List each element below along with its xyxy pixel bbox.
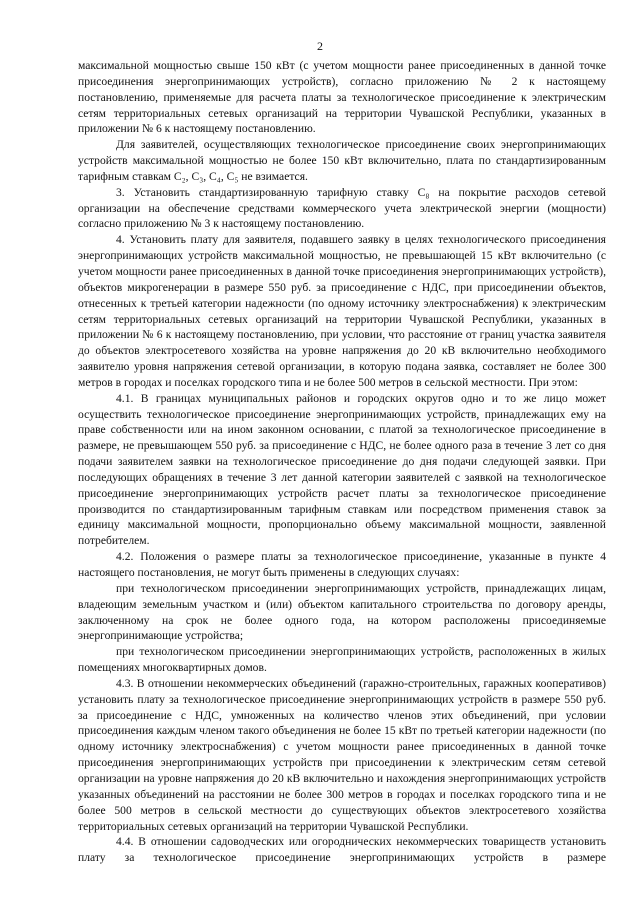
paragraph-4-3: 4.3. В отношении некоммерческих объединений (гаражно-строительных, гаражных кооперативов) установить плату за технологическое присоединение энергопринимающих устройств в размере 550 руб. за присоединение с НДС, умноженных на количество членов этих объединений, при условии присоединения каждым членом такого объединения не более 15 кВт по третьей категории надежности (по одному источнику электроснабжения) с учетом мощности ранее присоединенных в данной точке присоединения энергопринимающих устройств при присоединении к электрическим сетям сетевой организации на уровне напряжения до 20 кВ включительно и нахождения энергопринимающих устройств указанных объединений на расстоянии не более 300 метров в городах и поселках городского типа и не более 500 метров в сельской местности до существующих объектов электросетевого хозяйства территориальных сетевых организаций на территории Чувашской Республики. xyxy=(78,676,606,833)
paragraph-continuation: максимальной мощностью свыше 150 кВт (с учетом мощности ранее присоединенных в данной точке присоединения энергопринимающих устройств), согласно приложению № 2 к настоящему постановлению, применяемые для расчета платы за технологическое присоединение к электрическим сетям территориальных сетевых организаций на территории Чувашской Республики, указанных в приложении № 6 к настоящему постановлению. xyxy=(78,59,606,136)
paragraph-4-2-case-1: при технологическом присоединении энергопринимающих устройств, принадлежащих лицам, владеющим земельным участком и (или) объектом капитального строительства по договору аренды, заключенному на срок не более одного года, на котором расположены присоединяемые энергопринимающие устройства; xyxy=(78,581,606,643)
paragraph-4: 4. Установить плату для заявителя, подавшего заявку в целях технологического присоединения энергопринимающих устройств максимальной мощностью, не превышающей 15 кВт включительно (с учетом мощности ранее присоединенных в данной точке присоединения энергопринимающих устройств), объектов микрогенерации в размере 550 руб. за присоединение с НДС, при присоединении объектов, отнесенных к третьей категории надежности (по одному источнику электроснабжения) к электрическим сетям территориальных сетевых организаций на территории Чувашской Республики, указанных в приложении № 6 к настоящему постановлению, при условии, что расстояние от границ участка заявителя до объектов электросетевого хозяйства на уровне напряжения до 20 кВ включительно необходимого заявителю уровня напряжения сетевой организации, в которую подана заявка, составляет не более 300 метров в городах и поселках городского типа и не более 500 метров в сельской местности. При этом: xyxy=(78,233,606,389)
paragraph-3: 3. Установить стандартизированную тарифную ставку C₈ на покрытие расходов сетевой организации на обеспечение средствами коммерческого учета электрической энергии (мощности) согласно приложению № 3 к настоящему постановлению. xyxy=(78,185,606,231)
paragraph-4-2: 4.2. Положения о размере платы за технологическое присоединение, указанные в пункте 4 настоящего постановления, не могут быть применены в следующих случаях: xyxy=(78,550,606,579)
document-body xyxy=(78,58,606,866)
paragraph-4-1: 4.1. В границах муниципальных районов и городских округов одно и то же лицо может осуществить технологическое присоединение энергопринимающих устройств, принадлежащих ему на праве собственности или на ином законном основании, с платой за технологическое присоединение в размере, не превышающем 550 руб. за присоединение с НДС, не более одного раза в течение 3 лет со дня подачи заявителем заявки на технологическое присоединение до дня подачи следующей заявки. При последующих обращениях в течение 3 лет данной категории заявителей с заявкой на технологическое присоединение энергопринимающих устройств расчет платы за технологическое присоединение производится по стандартизированным тарифным ставкам или посредством применения ставок за единицу максимальной мощности, пропорционально объему максимальной мощности, заявленной потребителем. xyxy=(78,391,606,548)
paragraph-4-4: 4.4. В отношении садоводческих или огороднических некоммерческих товариществ установить плату за технологическое присоединение энергопринимающих устройств в размере xyxy=(78,835,606,865)
page-number: 2 xyxy=(317,39,323,53)
paragraph-4-2-case-2: при технологическом присоединении энергопринимающих устройств, расположенных в жилых помещениях многоквартирных домов. xyxy=(78,645,606,675)
paragraph-fee-exemption: Для заявителей, осуществляющих технологическое присоединение своих энергопринимающих устройств максимальной мощностью не более 150 кВт включительно, плата по стандартизированным тарифным ставкам C₂, C₃, C₄, C₅ не взимается. xyxy=(78,138,606,183)
